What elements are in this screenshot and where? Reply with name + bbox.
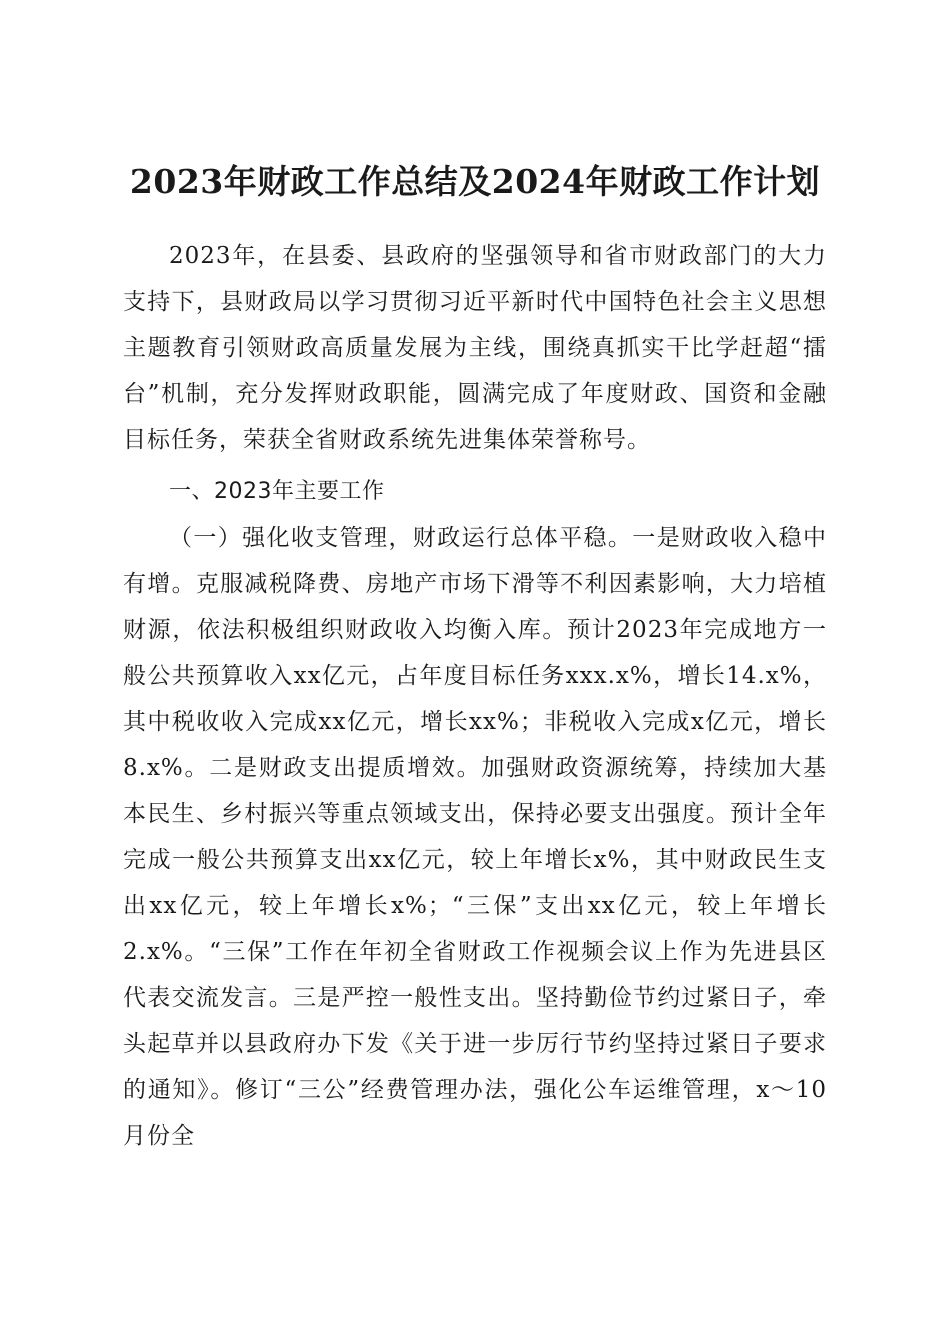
section-heading: 一、2023年主要工作 — [169, 479, 385, 504]
document-title: 2023年财政工作总结及2024年财政工作计划 — [129, 162, 821, 202]
section-paragraph: （一）强化收支管理，财政运行总体平稳。一是财政收入稳中有增。克服减税降费、房地产市场下滑等不利因素影响，大力培植财源，依法积极组织财政收入均衡入库。预计2023年完成地方一般公共预算收入xx亿元，占年度目标任务xxx.x%，增长14.x%，其中税收收入完成xx亿元，增长xx%；非税收入完成x亿元，增长8.x%。二是财政支出提质增效。加强财政资源统筹，持续加大基本民生、乡村振兴等重点领域支出，保持必要支出强度。预计全年完成一般公共预算支出xx亿元，较上年增长x%，其中财政民生支出xx亿元，较上年增长x%；“三保”支出xx亿元，较上年增长2.x%。“三保”工作在年初全省财政工作视频会议上作为先进县区代表交流发言。三是严控一般性支出。坚持勤俭节约过紧日子，牵头起草并以县政府办下发《关于进一步厉行节约坚持过紧日子要求的通知》。修订“三公”经费管理办法，强化公车运维管理，x～10月份全 — [123, 525, 827, 1149]
document-body — [123, 233, 827, 1159]
intro-paragraph: 2023年，在县委、县政府的坚强领导和省市财政部门的大力支持下，县财政局以学习贯彻习近平新时代中国特色社会主义思想主题教育引领财政高质量发展为主线，围绕真抓实干比学赶超“擂台”机制，充分发挥财政职能，圆满完成了年度财政、国资和金融目标任务，荣获全省财政系统先进集体荣誉称号。 — [123, 243, 827, 453]
